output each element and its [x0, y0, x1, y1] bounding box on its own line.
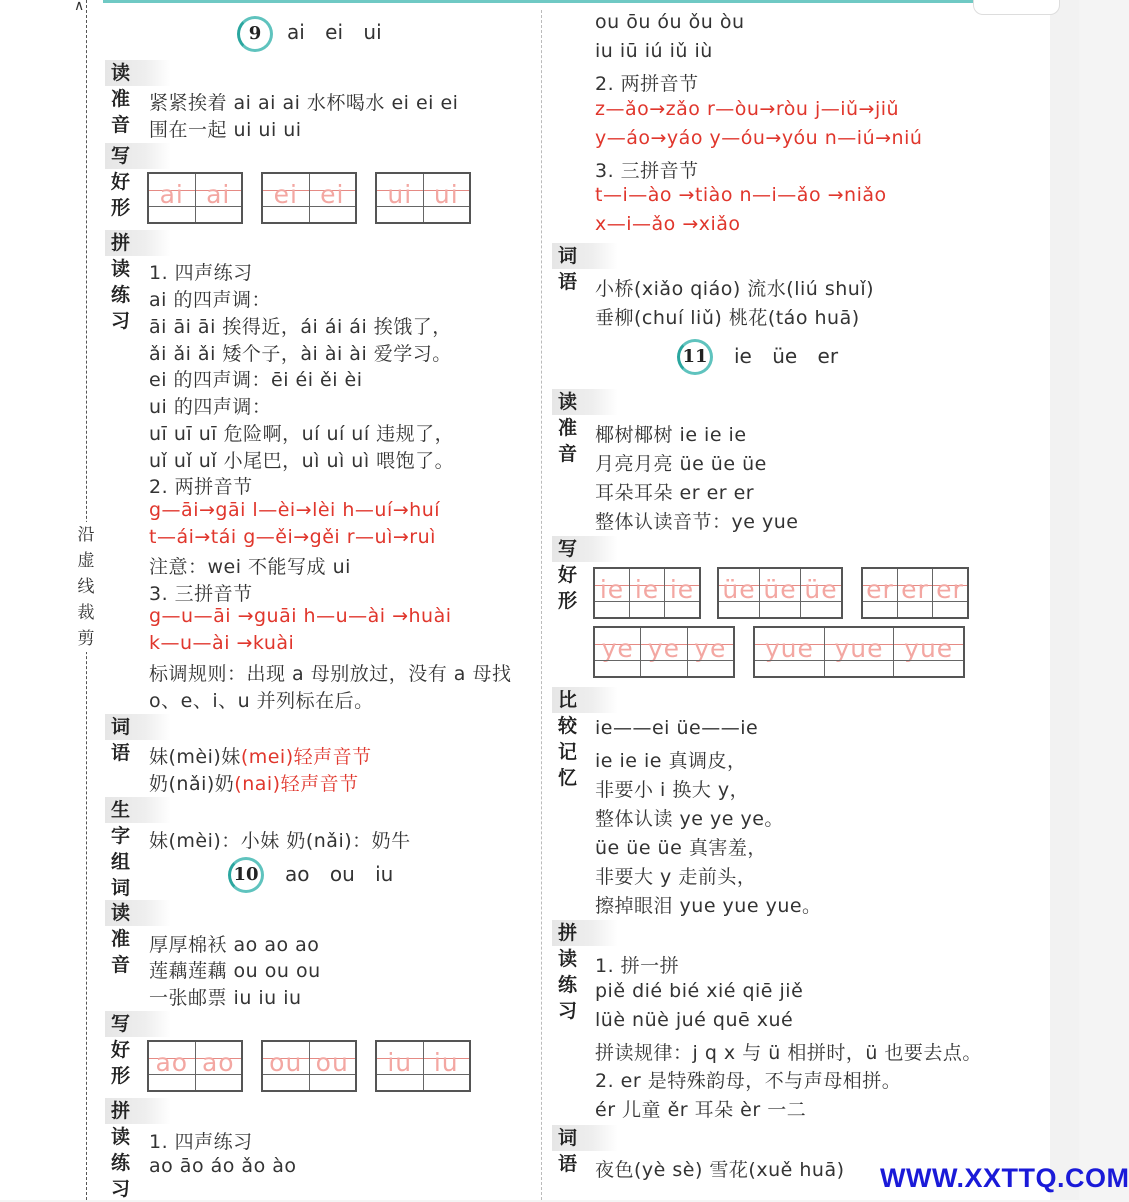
writing-grid [753, 626, 965, 678]
grid-cell: iu [377, 1042, 424, 1090]
site-watermark: WWW.XXTTQ.COM [880, 1163, 1129, 1193]
section-practice: 拼读练习 [552, 920, 618, 946]
grid-cell: ye [595, 628, 641, 676]
two-spell-line: z—ǎo→zǎo r—òu→ròu j—iǔ→jiǔ [595, 98, 900, 120]
cut-char: 裁 [77, 603, 95, 623]
lesson-badge-10: 10 [228, 857, 264, 893]
char-line: 妹(mèi)：小妹 奶(nǎi)：奶牛 [149, 830, 411, 852]
three-spell-line: g—u—āi →guāi h—u—ài →huài [149, 605, 452, 627]
top-mark: ∧ [74, 0, 85, 14]
read-line: 莲藕莲藕 ou ou ou [149, 960, 321, 982]
practice-line: ao āo áo ǎo ào [149, 1155, 297, 1177]
three-spell-title: 3. 三拼音节 [149, 583, 253, 605]
word-line: 小桥(xiǎo qiáo) 流水(liú shuǐ) [595, 278, 875, 300]
writing-grid [593, 626, 735, 678]
read-line: 整体认读音节：ye yue [595, 511, 799, 533]
corner-tab [973, 0, 1060, 15]
practice-line: āi āi āi 挨得近，ái ái ái 挨饿了， [149, 316, 452, 338]
tone-line: iu iū iú iǔ iù [595, 40, 713, 62]
grid-cell: ye [641, 628, 687, 676]
writing-grid [717, 567, 843, 619]
practice-line: uǐ uǐ uǐ 小尾巴，uì uì uì 喂饱了。 [149, 450, 455, 472]
writing-grid [593, 567, 701, 619]
practice-line: 2. er 是特殊韵母，不与声母相拼。 [595, 1070, 902, 1092]
section-read: 读准音 [552, 389, 618, 415]
read-line: 椰树椰树 ie ie ie [595, 424, 747, 446]
word-line: 妹(mèi)妹(mei)轻声音节 [149, 746, 372, 768]
word-line: 奶(nǎi)奶(nai)轻声音节 [149, 773, 359, 795]
practice-line: 1. 四声练习 [149, 1131, 253, 1153]
section-practice: 拼读练习 [105, 1098, 171, 1124]
writing-grid [147, 172, 243, 224]
side-strip [1050, 0, 1079, 1200]
writing-grid [861, 567, 969, 619]
lesson-badge-9: 9 [237, 16, 273, 52]
grid-cell: er [863, 569, 898, 617]
writing-grid [375, 172, 471, 224]
cut-char: 线 [77, 577, 95, 597]
cut-char: 沿 [77, 525, 95, 545]
cut-char: 虚 [77, 551, 95, 571]
writing-grid [375, 1040, 471, 1092]
grid-cell: ei [263, 174, 310, 222]
practice-line: piě dié bié xié qiē jiě [595, 980, 804, 1002]
writing-grid [261, 172, 357, 224]
grid-cell: ye [688, 628, 733, 676]
compare-line: ie——ei üe——ie [595, 717, 759, 739]
two-spell-line: y—áo→yáo y—óu→yóu n—iú→niú [595, 127, 923, 149]
practice-line: ǎi ǎi ǎi 矮个子，ài ài ài 爱学习。 [149, 343, 452, 365]
compare-line: 非要大 y 走前头， [595, 866, 757, 888]
two-spell-title: 2. 两拼音节 [595, 73, 699, 95]
read-line: 紧紧挨着 ai ai ai 水杯喝水 ei ei ei [149, 92, 459, 114]
top-rule [103, 0, 973, 3]
read-line: 耳朵耳朵 er er er [595, 482, 755, 504]
word-line: 夜色(yè sè) 雪花(xuě huā) [595, 1159, 845, 1181]
section-write: 写好形 [105, 1011, 171, 1037]
lesson-badge-11: 11 [677, 339, 713, 375]
three-spell-title: 3. 三拼音节 [595, 160, 699, 182]
section-write: 写好形 [105, 143, 171, 169]
practice-line: 1. 拼一拼 [595, 955, 680, 977]
compare-line: 非要小 i 换大 y， [595, 779, 750, 801]
grid-cell: ie [595, 569, 630, 617]
practice-line: ai 的四声调： [149, 289, 271, 311]
two-spell-line: g—āi→gāi l—èi→lèi h—uí→huí [149, 499, 441, 521]
read-line: 一张邮票 iu iu iu [149, 987, 302, 1009]
section-read: 读准音 [105, 60, 171, 86]
grid-cell: ei [310, 174, 356, 222]
compare-line: 擦掉眼泪 yue yue yue。 [595, 895, 822, 917]
lesson-title-11: ie üe er [734, 344, 839, 368]
read-line: 月亮月亮 üe üe üe [595, 453, 767, 475]
grid-cell: üe [719, 569, 760, 617]
section-read: 读准音 [105, 900, 171, 926]
two-spell-line: t—ái→tái g—ěi→gěi r—uì→ruì [149, 526, 436, 548]
tone-line: ou ōu óu ǒu òu [595, 11, 745, 33]
grid-cell: er [933, 569, 967, 617]
grid-cell: ao [196, 1042, 242, 1090]
word-line: 垂柳(chuí liǔ) 桃花(táo huā) [595, 307, 860, 329]
grid-cell: ao [149, 1042, 196, 1090]
section-practice: 拼读练习 [105, 230, 171, 256]
grid-cell: yue [894, 628, 963, 676]
grid-cell: iu [424, 1042, 470, 1090]
practice-line: 1. 四声练习 [149, 262, 253, 284]
practice-line: 2. 两拼音节 [149, 476, 253, 498]
grid-cell: yue [825, 628, 895, 676]
rule-line: o、e、i、u 并列标在后。 [149, 690, 374, 712]
compare-line: ie ie ie 真调皮， [595, 750, 747, 772]
grid-cell: ou [310, 1042, 356, 1090]
grid-cell: ai [149, 174, 196, 222]
practice-line: ei 的四声调：ēi éi ěi èi [149, 369, 363, 391]
cut-char: 剪 [77, 629, 95, 649]
compare-line: üe üe üe 真害羞， [595, 837, 767, 859]
lesson-title-9: ai ei ui [287, 20, 382, 44]
section-words: 词语 [105, 714, 171, 740]
rule-line: 标调规则：出现 a 母别放过，没有 a 母找 [149, 663, 512, 685]
practice-line: ér 儿童 ěr 耳朵 èr 一二 [595, 1099, 807, 1121]
compare-line: 整体认读 ye ye ye。 [595, 808, 784, 830]
grid-cell: ie [665, 569, 699, 617]
section-words: 词语 [552, 1125, 618, 1151]
section-characters: 生字组词 [105, 797, 171, 823]
practice-line: 拼读规律：j q x 与 ü 相拼时，ü 也要去点。 [595, 1042, 982, 1064]
grid-cell: üe [801, 569, 841, 617]
grid-cell: ou [263, 1042, 310, 1090]
grid-cell: ai [196, 174, 242, 222]
lesson-title-10: ao ou iu [285, 862, 394, 886]
read-line: 围在一起 ui ui ui [149, 119, 302, 141]
section-words: 词语 [552, 243, 618, 269]
grid-cell: yue [755, 628, 825, 676]
practice-line: uī uī uī 危险啊，uí uí uí 违规了， [149, 423, 455, 445]
three-spell-line: t—i—ào →tiào n—i—ǎo →niǎo [595, 184, 887, 206]
three-spell-line: x—i—ǎo →xiǎo [595, 213, 741, 235]
practice-line: lüè nüè jué quē xué [595, 1009, 794, 1031]
practice-line: ui 的四声调： [149, 396, 272, 418]
grid-cell: ie [630, 569, 665, 617]
writing-grid [261, 1040, 357, 1092]
cut-label [76, 522, 96, 652]
grid-cell: er [898, 569, 933, 617]
column-divider [541, 10, 542, 1200]
read-line: 厚厚棉袄 ao ao ao [149, 934, 320, 956]
grid-cell: ui [377, 174, 424, 222]
note-line: 注意：wei 不能写成 ui [149, 556, 351, 578]
three-spell-line: k—u—ài →kuài [149, 632, 295, 654]
section-write: 写好形 [552, 536, 618, 562]
writing-grid [147, 1040, 243, 1092]
section-compare: 比较记忆 [552, 687, 618, 713]
grid-cell: üe [760, 569, 801, 617]
grid-cell: ui [424, 174, 470, 222]
